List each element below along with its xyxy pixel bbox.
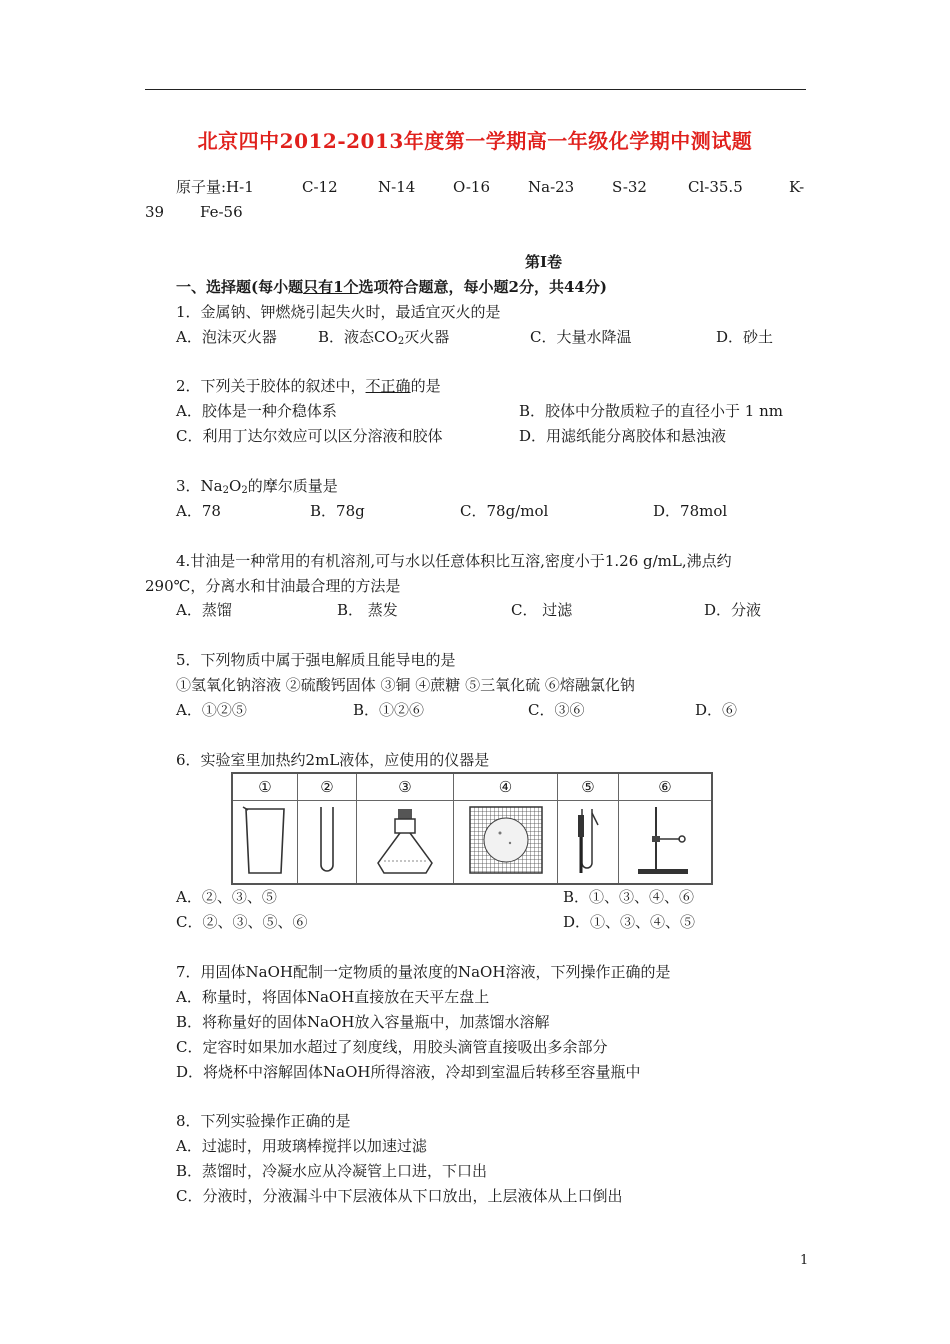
question-8-option-c: C．分液时，分液漏斗中下层液体从下口放出，上层液体从上口倒出 xyxy=(176,1187,623,1205)
atomic-mass-item: K- xyxy=(789,178,805,196)
apparatus-header: ① xyxy=(232,773,298,801)
question-2-stem: 2．下列关于胶体的叙述中，不正确的是 xyxy=(176,377,441,395)
page-title: 北京四中2012-2013年度第一学期高一年级化学期中测试题 xyxy=(197,129,753,153)
question-1-stem: 1．金属钠、钾燃烧引起失火时，最适宜灭火的是 xyxy=(176,303,501,321)
atomic-mass-item: Na-23 xyxy=(528,178,575,196)
question-2-option-d: D．用滤纸能分离胶体和悬浊液 xyxy=(519,427,727,445)
question-4-stem-line2: 290℃，分离水和甘油最合理的方法是 xyxy=(145,577,401,595)
test-tube-icon xyxy=(298,801,357,885)
question-2-option-c: C．利用丁达尔效应可以区分溶液和胶体 xyxy=(176,427,443,445)
question-7-stem: 7．用固体NaOH配制一定物质的量浓度的NaOH溶液，下列操作正确的是 xyxy=(176,963,671,981)
question-1-option-b: B．液态$CO_2$灭火器 xyxy=(318,328,450,347)
question-5-stem: 5．下列物质中属于强电解质且能导电的是 xyxy=(176,651,456,669)
question-6-option-c: C．②、③、⑤、⑥ xyxy=(176,913,308,931)
question-6-option-b: B．①、③、④、⑥ xyxy=(563,888,695,906)
asbestos-gauze-icon xyxy=(454,801,558,885)
question-4-option-a: A．蒸馏 xyxy=(176,601,232,619)
question-2-option-a: A．胶体是一种介稳体系 xyxy=(176,402,337,420)
alcohol-lamp-icon xyxy=(357,801,454,885)
atomic-mass-item: S-32 xyxy=(612,178,647,196)
apparatus-header: ⑤ xyxy=(558,773,619,801)
question-4-option-d: D．分液 xyxy=(704,601,762,619)
question-8-option-a: A．过滤时，用玻璃棒搅拌以加速过滤 xyxy=(176,1137,427,1155)
question-4-option-b: B． 蒸发 xyxy=(337,601,398,619)
volume-title: 第Ⅰ卷 xyxy=(525,253,563,271)
atomic-mass-label: 原子量:H-1 xyxy=(176,178,254,196)
question-1-option-d: D．砂土 xyxy=(716,328,774,346)
question-3-option-d: D．78mol xyxy=(653,502,728,520)
question-8-stem: 8．下列实验操作正确的是 xyxy=(176,1112,351,1130)
question-7-option-c: C．定容时如果加水超过了刻度线，用胶头滴管直接吸出多余部分 xyxy=(176,1038,608,1056)
iron-stand-icon xyxy=(619,801,713,885)
apparatus-header: ⑥ xyxy=(619,773,713,801)
question-8-option-b: B．蒸馏时，冷凝水应从冷凝管上口进，下口出 xyxy=(176,1162,488,1180)
question-2-option-b: B．胶体中分散质粒子的直径小于 1 nm xyxy=(519,402,783,420)
question-1-option-c: C．大量水降温 xyxy=(530,328,632,346)
question-5-option-b: B．①②⑥ xyxy=(353,701,425,719)
atomic-mass-item: O-16 xyxy=(453,178,491,196)
atomic-mass-item: Cl-35.5 xyxy=(688,178,743,196)
apparatus-header: ② xyxy=(298,773,357,801)
question-6-option-a: A．②、③、⑤ xyxy=(176,888,277,906)
question-5-option-a: A．①②⑤ xyxy=(176,701,247,719)
test-tube-holder-icon xyxy=(558,801,619,885)
page-number: 1 xyxy=(800,1253,809,1268)
beaker-icon xyxy=(232,801,298,885)
atomic-mass-item: 39 xyxy=(145,203,165,221)
question-3-option-b: B．78g xyxy=(310,502,365,520)
question-4-stem-line1: 4.甘油是一种常用的有机溶剂,可与水以任意体积比互溶,密度小于1.26 g/mL,沸点约 xyxy=(176,552,732,570)
atomic-mass-item: N-14 xyxy=(378,178,416,196)
atomic-mass-item: C-12 xyxy=(302,178,338,196)
question-7-option-d: D．将烧杯中溶解固体NaOH所得溶液，冷却到室温后转移至容量瓶中 xyxy=(176,1063,641,1081)
question-7-option-b: B．将称量好的固体NaOH放入容量瓶中，加蒸馏水溶解 xyxy=(176,1013,550,1031)
apparatus-header: ③ xyxy=(357,773,454,801)
question-3-option-c: C．78g/mol xyxy=(460,502,549,520)
question-5-option-d: D．⑥ xyxy=(695,701,738,719)
question-6-stem: 6．实验室里加热约2mL液体，应使用的仪器是 xyxy=(176,751,490,769)
question-3-option-a: A．78 xyxy=(176,502,221,520)
header-rule xyxy=(145,89,806,90)
question-6-option-d: D．①、③、④、⑤ xyxy=(563,913,696,931)
question-5-option-c: C．③⑥ xyxy=(528,701,585,719)
question-4-option-c: C． 过滤 xyxy=(511,601,573,619)
atomic-mass-item: Fe-56 xyxy=(200,203,243,221)
question-7-option-a: A．称量时，将固体NaOH直接放在天平左盘上 xyxy=(176,988,490,1006)
section-heading: 一、选择题(每小题只有1个选项符合题意，每小题2分，共44分) xyxy=(176,278,607,296)
question-5-list: ①氢氧化钠溶液 ②硫酸钙固体 ③铜 ④蔗糖 ⑤三氧化硫 ⑥熔融氯化钠 xyxy=(176,676,635,694)
question-1-option-a: A．泡沫灭火器 xyxy=(176,328,277,346)
apparatus-table xyxy=(231,772,713,885)
apparatus-header: ④ xyxy=(454,773,558,801)
question-3-stem: 3．$Na_2O_2$的摩尔质量是 xyxy=(176,477,338,496)
